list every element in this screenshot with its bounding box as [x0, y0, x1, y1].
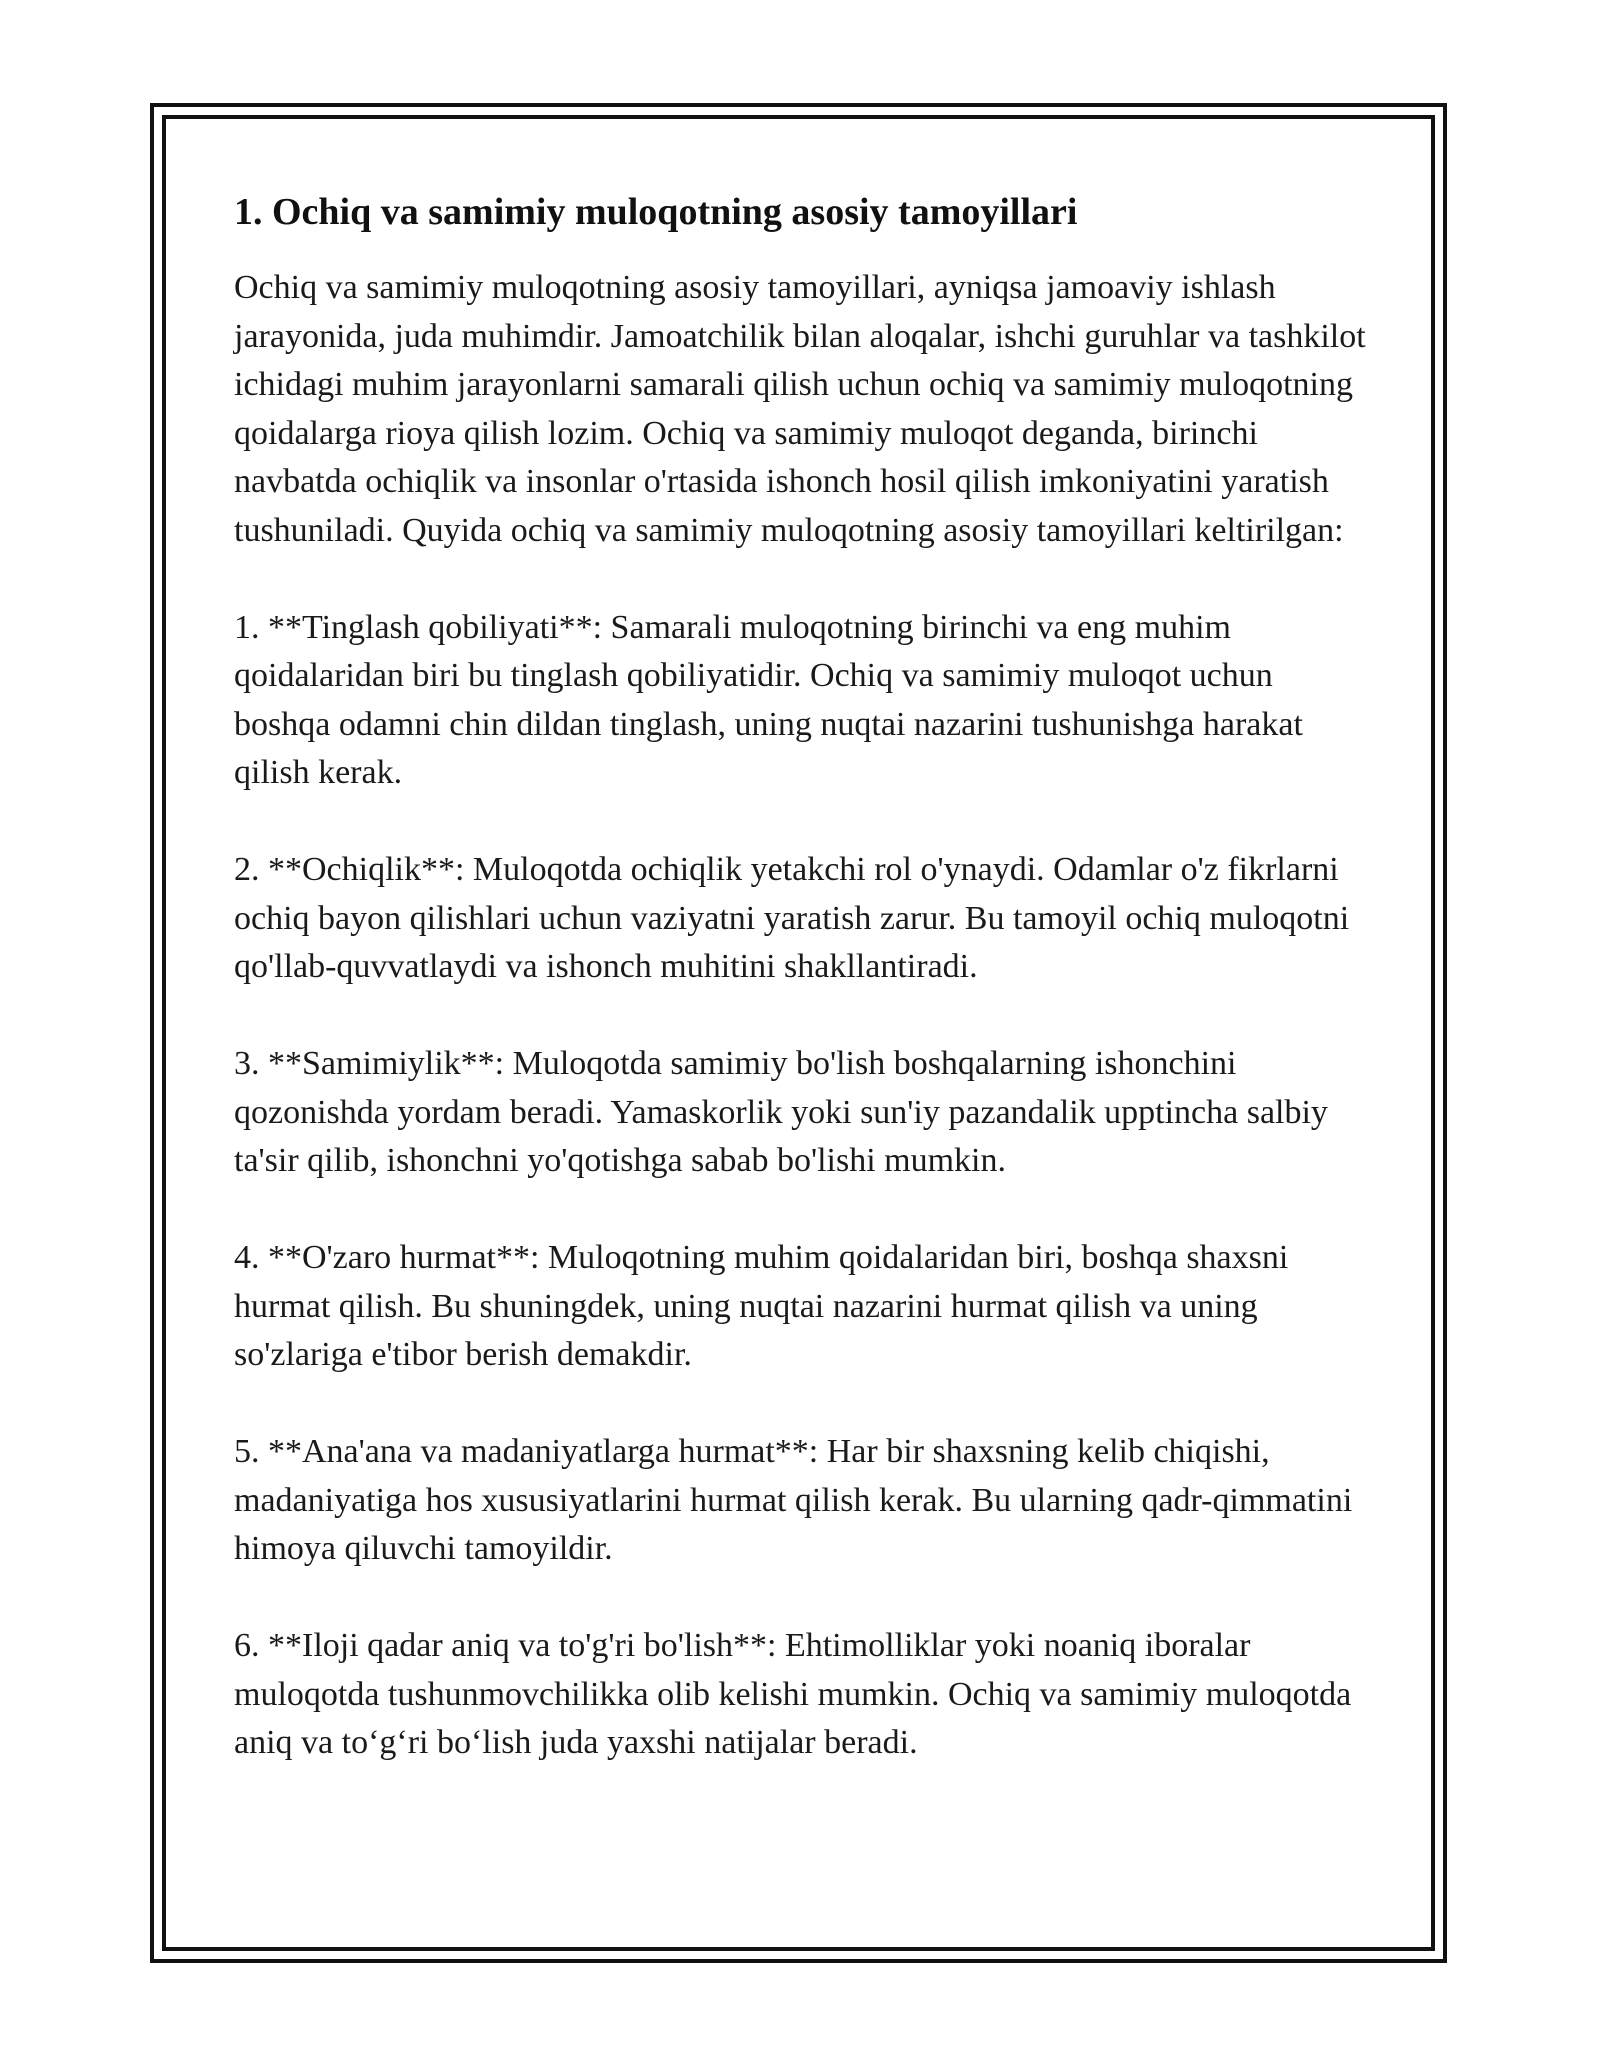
- principle-item-5: 5. **Ana'ana va madaniyatlarga hurmat**: Har bir shaxsning kelib chiqishi, madaniyatiga hos xususiyatlarini hurmat qilish kerak. Bu ularning qadr-qimmatini himoya qiluvchi tamoyildir.: [234, 1433, 1353, 1567]
- section-heading: 1. Ochiq va samimiy muloqotning asosiy tamoyillari: [234, 191, 1078, 233]
- intro-paragraph: Ochiq va samimiy muloqotning asosiy tamoyillari, ayniqsa jamoaviy ishlash jarayonida, juda muhimdir. Jamoatchilik bilan aloqalar, ishchi guruhlar va tashkilot ichidagi muhim jarayonlarni samarali qilish uchun ochiq va samimiy muloqotning qoidalarga rioya qilish lozim. Ochiq va samimiy muloqot deganda, birinchi navbatda ochiqlik va insonlar o'rtasida ishonch hosil qilish imkoniyatini yaratish tushuniladi. Quyida ochiq va samimiy muloqotning asosiy tamoyillari keltirilgan:: [234, 269, 1366, 549]
- principle-item-4: 4. **O'zaro hurmat**: Muloqotning muhim qoidalaridan biri, boshqa shaxsni hurmat qilish. Bu shuningdek, uning nuqtai nazarini hurmat qilish va uning so'zlariga e'tibor berish demakdir.: [234, 1239, 1289, 1373]
- document-body: [234, 186, 1374, 1768]
- principle-item-3: 3. **Samimiylik**: Muloqotda samimiy bo'lish boshqalarning ishonchini qozonishda yordam beradi. Yamaskorlik yoki sun'iy pazandalik upptincha salbiy ta'sir qilib, ishonchni yo'qotishga sabab bo'lishi mumkin.: [234, 1045, 1328, 1179]
- principle-item-2: 2. **Ochiqlik**: Muloqotda ochiqlik yetakchi rol o'ynaydi. Odamlar o'z fikrlarni ochiq bayon qilishlari uchun vaziyatni yaratish zarur. Bu tamoyil ochiq muloqotni qo'llab-quvvatlaydi va ishonch muhitini shakllantiradi.: [234, 851, 1350, 985]
- principle-item-1: 1. **Tinglash qobiliyati**: Samarali muloqotning birinchi va eng muhim qoidalaridan biri bu tinglash qobiliyatidir. Ochiq va samimiy muloqot uchun boshqa odamni chin dildan tinglash, uning nuqtai nazarini tushunishga harakat qilish kerak.: [234, 608, 1303, 791]
- principle-item-6: 6. **Iloji qadar aniq va to'g'ri bo'lish**: Ehtimolliklar yoki noaniq iboralar muloqotda tushunmovchilikka olib kelishi mumkin. Ochiq va samimiy muloqotda aniq va to‘g‘ri bo‘lish juda yaxshi natijalar beradi.: [234, 1627, 1352, 1761]
